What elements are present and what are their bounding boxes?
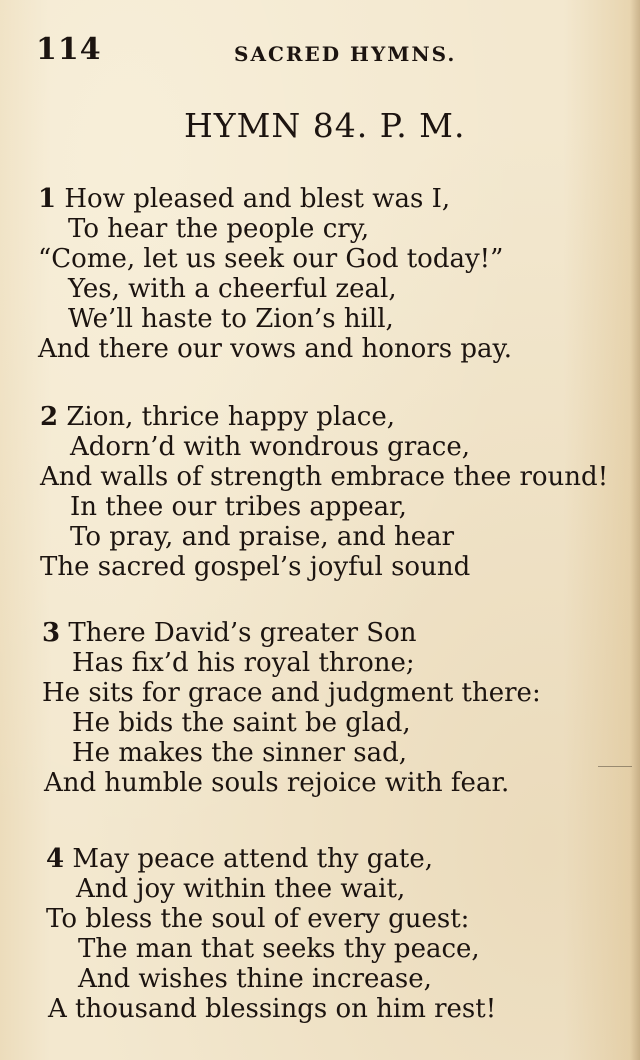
verse-number: 2 [40,402,59,432]
verse-line: In thee our tribes appear, [70,492,407,522]
hymn-title: HYMN 84. P. M. [184,106,466,145]
verse-line-text: May peace attend thy gate, [72,844,434,874]
verse-line-text: There David’s greater Son [68,618,417,648]
verse-line: And wishes thine increase, [78,964,432,994]
verse-line: Has fix’d his royal throne; [72,648,415,678]
verse-line: And there our vows and honors pay. [38,334,513,364]
running-head: SACRED HYMNS. [234,42,457,66]
verse-line: The sacred gospel’s joyful sound [40,552,471,582]
verse-line: And walls of strength embrace thee round! [40,462,609,492]
verse-line: We’ll haste to Zion’s hill, [68,304,394,334]
verse-line: And humble souls rejoice with fear. [44,768,510,798]
verse-line: To bless the soul of every guest: [46,904,470,934]
verse-line [38,184,450,214]
verse-line: The man that seeks thy peace, [78,934,480,964]
verse-line: He makes the sinner sad, [72,738,408,768]
verse-line: And joy within thee wait, [76,874,406,904]
verse-line: “Come, let us seek our God today!” [38,244,504,274]
page-number: 114 [36,32,102,67]
verse-line: Yes, with a cheerful zeal, [68,274,397,304]
verse-line [40,402,395,432]
verse-line: To hear the people cry, [68,214,370,244]
verse-line: A thousand blessings on him rest! [48,994,497,1024]
verse-line: To pray, and praise, and hear [70,522,455,552]
verse-number: 3 [42,618,61,648]
verse-line-text: Zion, thrice happy place, [66,402,395,432]
page-edge-shadow [630,0,640,1060]
verse-line [42,618,416,648]
verse-line: Adorn’d with wondrous grace, [70,432,470,462]
verse-line: He sits for grace and judgment there: [42,678,541,708]
margin-mark [598,766,632,767]
verse-line-text: How pleased and blest was I, [64,184,451,214]
verse-line: He bids the saint be glad, [72,708,411,738]
verse-number: 4 [46,844,65,874]
verse-line [46,844,433,874]
verse-number: 1 [38,184,57,214]
